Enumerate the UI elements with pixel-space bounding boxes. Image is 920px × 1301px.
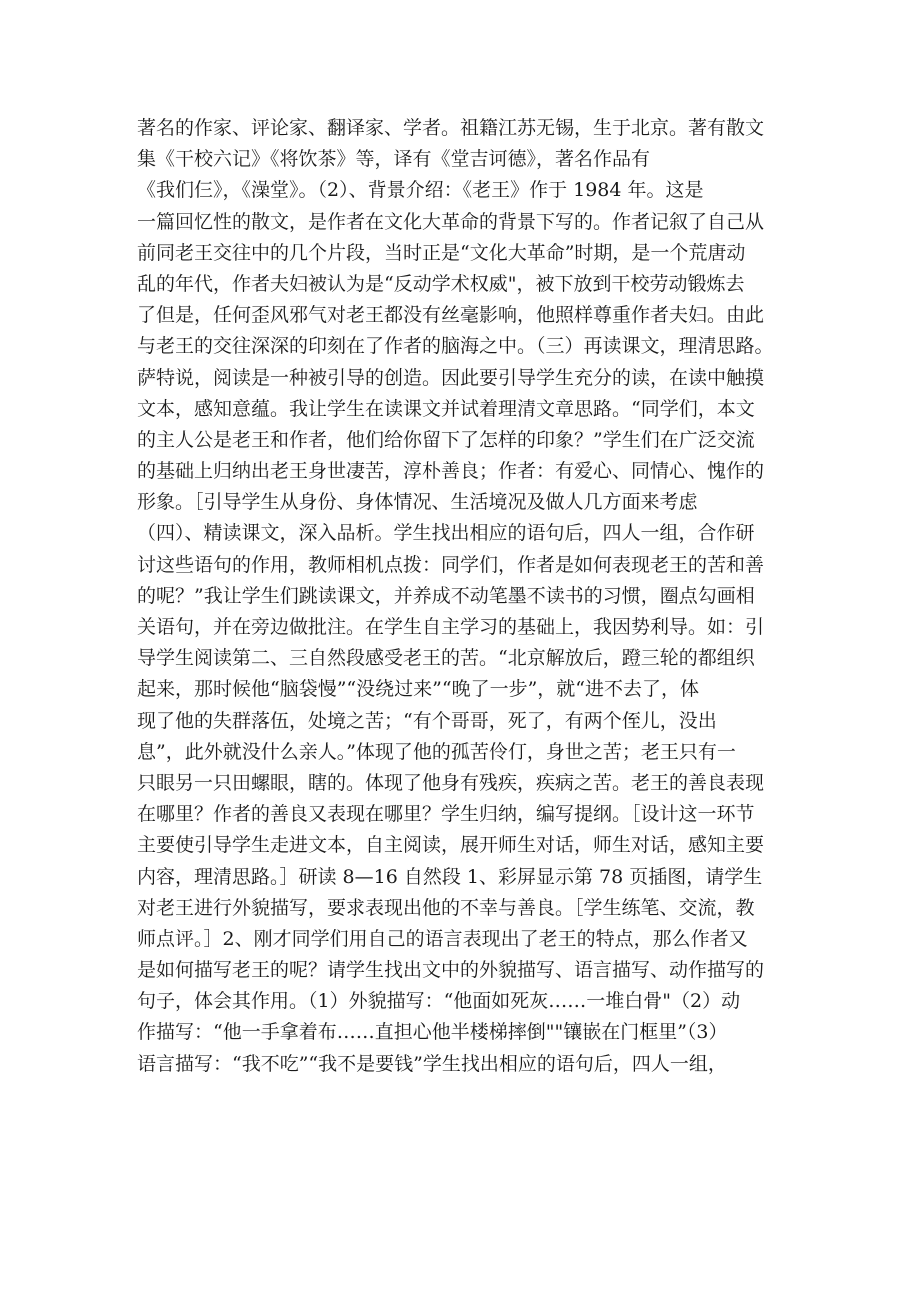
- text-line: 师点评。］2、刚才同学们用自己的语言表现出了老王的特点，那么作者又: [137, 927, 748, 950]
- text-line: 一篇回忆性的散文，是作者在文化大革命的背景下写的。作者记叙了自己从: [137, 210, 765, 233]
- text-line: 句子，体会其作用。（1）外貌描写：“他面如死灰……一堆白骨"（2）动: [137, 990, 741, 1013]
- text-line: 在哪里？作者的善良又表现在哪里？学生归纳，编写提纲。［设计这一环节: [137, 803, 755, 826]
- text-line: 息”，此外就没什么亲人。”体现了他的孤苦伶仃，身世之苦；老王只有一: [137, 740, 736, 763]
- text-line: 了但是，任何歪风邪气对老王都没有丝毫影响，他照样尊重作者夫妇。由此: [137, 304, 765, 327]
- document-body: [137, 113, 799, 1080]
- text-line: （四）、精读课文，深入品析。学生找出相应的语句后，四人一组，合作研: [137, 522, 755, 545]
- text-line: 的呢？”我让学生们跳读课文，并养成不动笔墨不读书的习惯，圈点勾画相: [137, 584, 755, 607]
- text-line: 《我们仨》，《澡堂》。（2）、背景介绍：《老王》作于 1984 年。这是: [137, 179, 704, 202]
- text-line: 集《干校六记》《将饮茶》等，译有《堂吉诃德》，著名作品有: [137, 148, 651, 171]
- text-line: 作描写：“他一手拿着布……直担心他半楼梯摔倒""镶嵌在门框里”（3）: [137, 1021, 728, 1044]
- text-line: 是如何描写老王的呢？请学生找出文中的外貌描写、语言描写、动作描写的: [137, 959, 765, 982]
- text-line: 前同老王交往中的几个片段，当时正是“文化大革命”时期，是一个荒唐动: [137, 241, 746, 264]
- text-line: 讨这些语句的作用，教师相机点拨：同学们，作者是如何表现老王的苦和善: [137, 553, 765, 576]
- text-line: 只眼另一只田螺眼，瞎的。体现了他身有残疾，疾病之苦。老王的善良表现: [137, 771, 765, 794]
- text-line: 内容，理清思路。］研读 8—16 自然段 1、彩屏显示第 78 页插图，请学生: [137, 865, 763, 888]
- text-line: 主要使引导学生走进文本，自主阅读，展开师生对话，师生对话，感知主要: [137, 834, 765, 857]
- text-line: 与老王的交往深深的印刻在了作者的脑海之中。（三）再读课文，理清思路。: [137, 335, 774, 358]
- text-line: 关语句，并在旁边做批注。在学生自主学习的基础上，我因势利导。如：引: [137, 616, 765, 638]
- text-line: 现了他的失群落伍，处境之苦；“有个哥哥，死了，有两个侄儿，没出: [137, 709, 717, 732]
- text-line: 起来，那时候他“脑袋慢”“没绕过来”“晚了一步”，就“进不去了，体: [137, 678, 699, 701]
- text-line: 形象。［引导学生从身份、身体情况、生活境况及做人几方面来考虑: [137, 491, 698, 514]
- text-line: 萨特说，阅读是一种被引导的创造。因此要引导学生充分的读，在读中触摸: [137, 366, 765, 389]
- text-line: 对老王进行外貌描写，要求表现出他的不幸与善良。［学生练笔、交流，教: [137, 896, 755, 919]
- text-line: 乱的年代，作者夫妇被认为是“反动学术权威"，被下放到干校劳动锻炼去: [137, 272, 745, 295]
- text-line: 语言描写：“我不吃”“我不是要钱”学生找出相应的语句后，四人一组，: [137, 1052, 727, 1075]
- text-line: 的主人公是老王和作者，他们给你留下了怎样的印象？”学生们在广泛交流: [137, 428, 755, 451]
- text-line: 的基础上归纳出老王身世凄苦，淳朴善良；作者：有爱心、同情心、愧作的: [137, 460, 765, 483]
- text-line: 导学生阅读第二、三自然段感受老王的苦。“北京解放后，蹬三轮的都组织: [137, 647, 755, 670]
- text-line: 著名的作家、评论家、翻译家、学者。祖籍江苏无锡，生于北京。著有散文: [137, 117, 765, 139]
- text-line: 文本，感知意蕴。我让学生在读课文并试着理清文章思路。“同学们，本文: [137, 397, 755, 420]
